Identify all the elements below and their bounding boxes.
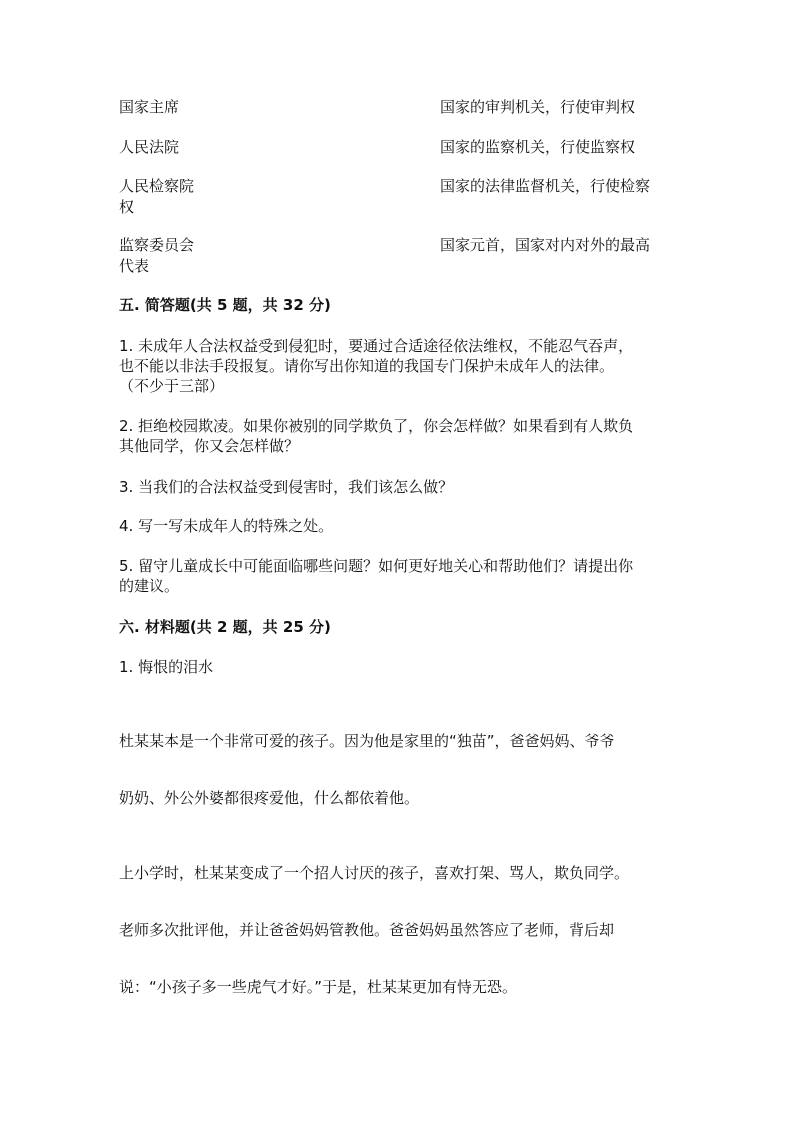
section-6-title: 六. 材料题(共 2 题，共 25 分)	[119, 618, 331, 636]
passage-line-4: 老师多次批评他，并让爸爸妈妈管教他。爸爸妈妈虽然答应了老师，背后却	[119, 921, 615, 939]
match-left-item-3-cont: 权	[119, 198, 135, 216]
section-5-title: 五. 简答题(共 5 题，共 32 分)	[119, 296, 331, 314]
match-right-item-2: 国家的监察机关，行使监察权	[440, 138, 636, 156]
match-right-item-4: 国家元首，国家对内对外的最高	[440, 236, 651, 254]
question-3: 3. 当我们的合法权益受到侵害时，我们该怎么做？	[119, 478, 454, 496]
question-2-line-1: 2. 拒绝校园欺凌。如果你被别的同学欺负了，你会怎样做？如果看到有人欺负	[119, 417, 634, 435]
match-left-item-4: 监察委员会	[119, 236, 195, 254]
match-right-item-1: 国家的审判机关，行使审判权	[440, 98, 636, 116]
question-1-line-3: （不少于三部）	[119, 377, 225, 395]
question-2-line-2: 其他同学，你又会怎样做？	[119, 437, 300, 455]
passage-line-2: 奶奶、外公外婆都很疼爱他，什么都依着他。	[119, 789, 420, 807]
match-left-item-3: 人民检察院	[119, 177, 195, 195]
match-left-item-2: 人民法院	[119, 138, 180, 156]
match-right-item-3: 国家的法律监督机关，行使检察	[440, 177, 651, 195]
question-4: 4. 写一写未成年人的特殊之处。	[119, 517, 334, 535]
question-5-line-2: 的建议。	[119, 577, 180, 595]
question-1-line-2: 也不能以非法手段报复。请你写出你知道的我国专门保护未成年人的法律。	[119, 357, 615, 375]
match-left-item-4-cont: 代表	[119, 257, 150, 275]
passage-line-5: 说：“小孩子多一些虎气才好。”于是，杜某某更加有恃无恐。	[119, 978, 518, 996]
passage-line-1: 杜某某本是一个非常可爱的孩子。因为他是家里的“独苗”，爸爸妈妈、爷爷	[119, 732, 615, 750]
passage-line-3: 上小学时，杜某某变成了一个招人讨厌的孩子，喜欢打架、骂人，欺负同学。	[119, 864, 630, 882]
question-1-line-1: 1. 未成年人合法权益受到侵犯时，要通过合适途径依法维权，不能忍气吞声，	[119, 337, 634, 355]
match-left-item-1: 国家主席	[119, 98, 180, 116]
material-1-title: 1. 悔恨的泪水	[119, 658, 214, 676]
question-5-line-1: 5. 留守儿童成长中可能面临哪些问题？如何更好地关心和帮助他们？请提出你	[119, 557, 634, 575]
